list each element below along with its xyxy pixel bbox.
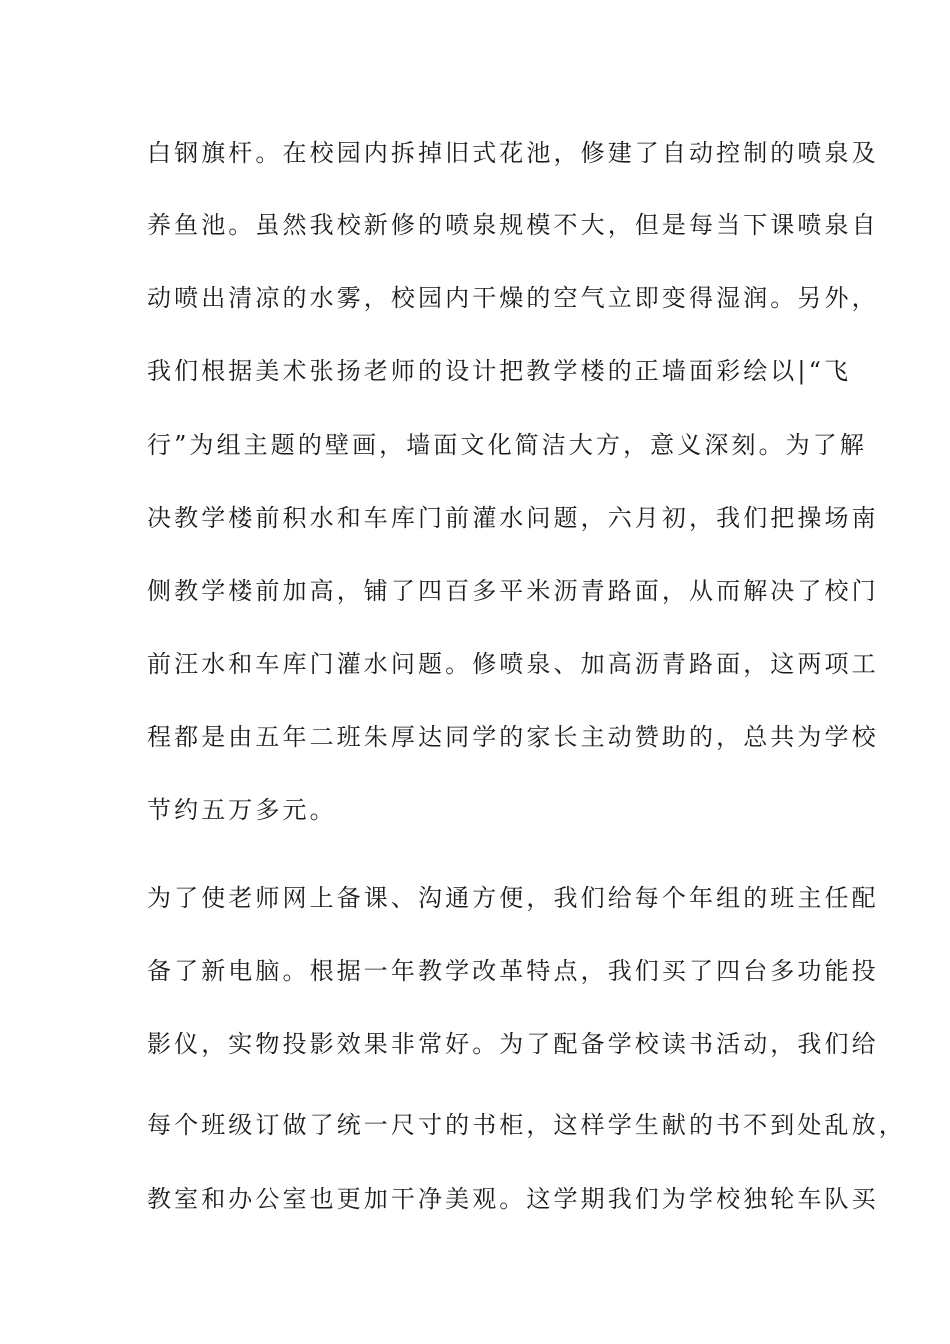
text-line: 每个班级订做了统一尺寸的书柜，这样学生献的书不到处乱放，	[147, 1111, 906, 1139]
text-line: 我们根据美术张扬老师的设计把教学楼的正墙面彩绘以|“飞	[147, 357, 852, 385]
text-line: 教室和办公室也更加干净美观。这学期我们为学校独轮车队买	[147, 1185, 879, 1213]
text-line: 动喷出清凉的水雾，校园内干燥的空气立即变得湿润。另外，	[147, 284, 879, 312]
text-line: 为了使老师网上备课、沟通方便，我们给每个年组的班主任配	[147, 884, 879, 912]
text-line: 行”为组主题的壁画，墙面文化简洁大方，意义深刻。为了解	[147, 431, 867, 459]
text-line: 白钢旗杆。在校园内拆掉旧式花池，修建了自动控制的喷泉及	[147, 139, 879, 167]
text-line: 养鱼池。虽然我校新修的喷泉规模不大，但是每当下课喷泉自	[147, 211, 879, 239]
text-line: 程都是由五年二班朱厚达同学的家长主动赞助的，总共为学校	[147, 723, 879, 751]
text-line: 前汪水和车库门灌水问题。修喷泉、加高沥青路面，这两项工	[147, 650, 879, 678]
text-line: 影仪，实物投影效果非常好。为了配备学校读书活动，我们给	[147, 1030, 879, 1058]
text-line: 决教学楼前积水和车库门前灌水问题，六月初，我们把操场南	[147, 504, 879, 532]
text-line: 侧教学楼前加高，铺了四百多平米沥青路面，从而解决了校门	[147, 577, 879, 605]
text-line: 备了新电脑。根据一年教学改革特点，我们买了四台多功能投	[147, 957, 879, 985]
text-line: 节约五万多元。	[147, 796, 337, 824]
